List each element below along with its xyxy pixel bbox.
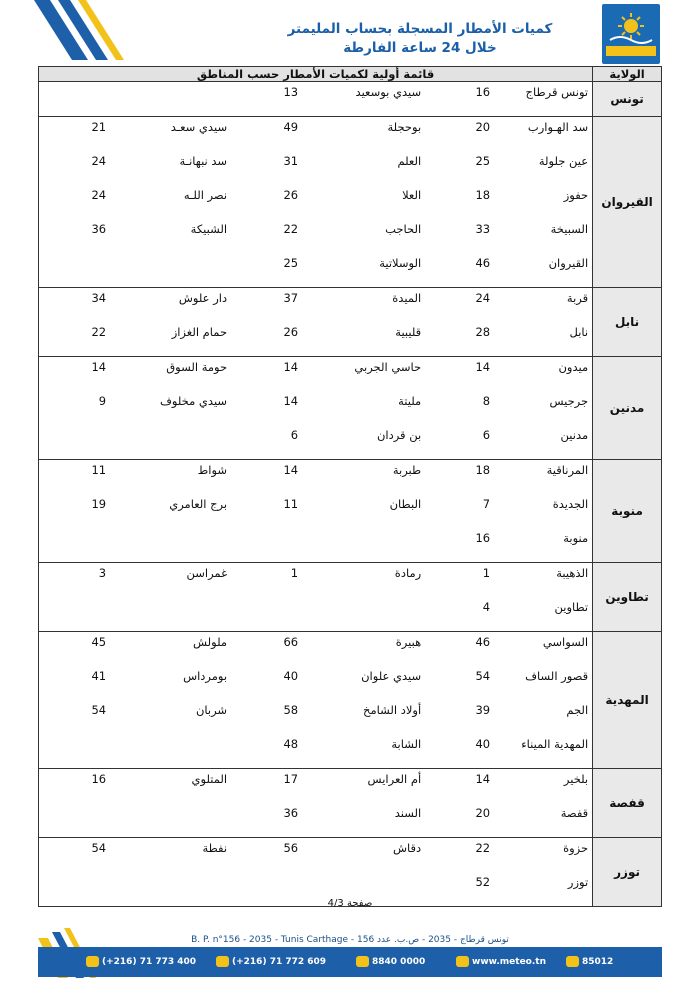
sun-icon [608, 12, 654, 44]
state-cell: منوبة [593, 460, 662, 563]
rain-value: 20 [475, 806, 491, 820]
station-name: بلخير [496, 769, 593, 804]
rain-value: 45 [39, 632, 113, 667]
rain-value: 14 [283, 394, 299, 408]
table-row [39, 253, 662, 288]
rain-value: 24 [39, 151, 113, 185]
rain-value: 46 [475, 256, 491, 270]
rain-value: 17 [231, 769, 304, 804]
rain-value: 22 [283, 222, 299, 236]
station-name: الشبيكة [190, 222, 228, 236]
rain-value: 8 [482, 394, 491, 408]
rain-value: 39 [475, 703, 491, 717]
footer-phone-1: (+216) 71 773 400 [86, 956, 196, 967]
rain-value: 7 [482, 497, 491, 511]
rain-value: 52 [425, 872, 496, 907]
table-row [39, 357, 662, 392]
state-cell: تطاوين [593, 563, 662, 632]
rain-value: 16 [475, 531, 491, 545]
table-row [39, 151, 662, 185]
rain-value: 40 [475, 737, 491, 751]
footer-address: B. P. n°156 - 2035 - Tunis Carthage - تونس قرطاج - 2035 - ص.ب. عدد 156 [191, 935, 509, 945]
station-name: بومرداس [183, 669, 228, 683]
station-name: جرجيس [549, 394, 589, 408]
station-name: القيروان [548, 256, 589, 270]
station-name: حاسي الجربي [304, 357, 425, 392]
station-name: أولاد الشامخ [363, 703, 422, 717]
station-name: الحاجب [385, 222, 422, 236]
state-cell: المهدية [593, 632, 662, 769]
station-name: طبربة [304, 460, 425, 495]
table-row [39, 322, 662, 357]
rain-value: 18 [425, 460, 496, 495]
table-row [39, 803, 662, 838]
table-row [39, 700, 662, 734]
station-name: الجم [566, 703, 589, 717]
station-name: توزر [496, 872, 593, 907]
table-row [39, 288, 662, 323]
rain-value [39, 734, 113, 769]
station-name: رمادة [304, 563, 425, 598]
station-name: الشابة [391, 737, 422, 751]
table-row [39, 528, 662, 563]
rain-value: 25 [475, 154, 491, 168]
station-name: تونس قرطاج [496, 82, 593, 117]
rain-value [39, 425, 113, 460]
decorative-stripes [28, 0, 128, 60]
station-name: سيدي مخلوف [160, 394, 228, 408]
rain-value: 11 [39, 460, 113, 495]
station-name: هبيرة [304, 632, 425, 667]
station-name: نصر اللـه [183, 188, 228, 202]
station-name: حزوة [496, 838, 593, 873]
station-name: ميدون [496, 357, 593, 392]
rain-value [39, 528, 113, 563]
station-name: سد الهـوارب [496, 117, 593, 152]
table-row [39, 666, 662, 700]
station-name: السواسي [496, 632, 593, 667]
table-row [39, 494, 662, 528]
rain-value: 14 [425, 357, 496, 392]
station-name: السند [394, 806, 422, 820]
station-name: نفطة [112, 838, 231, 873]
station-name: قربة [496, 288, 593, 323]
state-cell: تونس [593, 82, 662, 117]
rain-value: 66 [231, 632, 304, 667]
rain-value: 28 [475, 325, 491, 339]
station-name: شربان [195, 703, 228, 717]
station-name: ملولش [112, 632, 231, 667]
station-name: الميدة [304, 288, 425, 323]
rain-value: 54 [39, 700, 113, 734]
rain-value: 34 [39, 288, 113, 323]
station-name [112, 803, 231, 838]
rain-value: 3 [39, 563, 113, 598]
station-name: قليبية [395, 325, 422, 339]
station-name: مليتة [398, 394, 422, 408]
table-body [39, 82, 662, 907]
table-row [39, 632, 662, 667]
station-name [112, 528, 231, 563]
station-name: شواط [112, 460, 231, 495]
rain-value: 18 [475, 188, 491, 202]
rain-value [39, 597, 113, 632]
rain-value: 14 [425, 769, 496, 804]
phone-icon [86, 956, 99, 967]
rain-value: 56 [231, 838, 304, 873]
station-name: مدنين [560, 428, 589, 442]
rain-value: 14 [231, 357, 304, 392]
rain-value: 22 [425, 838, 496, 873]
station-name: دار علوش [112, 288, 231, 323]
station-name: المهدية الميناء [521, 737, 589, 751]
station-name: العلا [402, 188, 422, 202]
rain-value: 19 [39, 494, 113, 528]
station-name: منوبة [563, 531, 589, 545]
table-row [39, 185, 662, 219]
rain-value: 36 [283, 806, 299, 820]
station-name [112, 253, 231, 288]
rain-value: 13 [231, 82, 304, 117]
column-header-state: الولاية [593, 67, 662, 82]
globe-icon [456, 956, 469, 967]
station-name: دقاش [304, 838, 425, 873]
table-row [39, 425, 662, 460]
state-cell: مدنين [593, 357, 662, 460]
station-name: سيدي علوان [361, 669, 422, 683]
footer-phone-3: 8840 0000 [356, 956, 425, 967]
rain-value: 14 [231, 460, 304, 495]
title-line-1: كميات الأمطار المسجلة بحساب المليمتر [287, 21, 553, 37]
rain-value: 36 [39, 219, 113, 253]
table-row [39, 391, 662, 425]
station-name: المتلوي [112, 769, 231, 804]
rain-value: 16 [39, 769, 113, 804]
table-row [39, 734, 662, 769]
station-name: المرناقية [496, 460, 593, 495]
rain-value [231, 528, 304, 563]
rain-value: 6 [290, 428, 299, 442]
station-name: قصور الساف [525, 669, 589, 683]
rain-value: 21 [39, 117, 113, 152]
rain-value: 4 [482, 600, 491, 614]
table-row [39, 117, 662, 152]
station-name: العلم [397, 154, 422, 168]
station-name: السبيخة [550, 222, 589, 236]
rain-value [231, 597, 304, 632]
station-name [304, 597, 425, 632]
rain-value [39, 803, 113, 838]
state-cell: توزر [593, 838, 662, 907]
rain-value: 11 [283, 497, 299, 511]
table-row [39, 597, 662, 632]
fax-icon [216, 956, 229, 967]
station-name: سد نبهانـة [179, 154, 228, 168]
station-name: البطان [389, 497, 422, 511]
station-name: الوسلاتية [379, 256, 422, 270]
rain-value: 54 [475, 669, 491, 683]
rain-value: 37 [231, 288, 304, 323]
station-name: حمام الغزاز [171, 325, 228, 339]
rain-value: 25 [283, 256, 299, 270]
rain-value: 26 [283, 325, 299, 339]
footer-bar [38, 947, 662, 977]
footer-phone-2: (+216) 71 772 609 [216, 956, 326, 967]
station-name: الذهيبة [496, 563, 593, 598]
rain-value: 24 [425, 288, 496, 323]
station-name: غمراسن [112, 563, 231, 598]
column-header-main: قائمة أولية لكميات الأمطار حسب المناطق [39, 67, 593, 82]
mailbox-icon [566, 956, 579, 967]
station-name [112, 82, 231, 117]
rain-value: 14 [39, 357, 113, 392]
station-name [112, 597, 231, 632]
station-name: تطاوين [554, 600, 589, 614]
table-row [39, 219, 662, 253]
page-title [250, 20, 590, 58]
rain-value: 54 [39, 838, 113, 873]
rain-value [39, 253, 113, 288]
page-number: صفحة 4/3 [327, 898, 373, 909]
footer-website[interactable]: www.meteo.tn [456, 956, 546, 967]
table-row [39, 838, 662, 873]
rain-value: 1 [231, 563, 304, 598]
rain-value: 6 [482, 428, 491, 442]
rain-value: 49 [231, 117, 304, 152]
rain-value: 41 [39, 666, 113, 700]
table-row [39, 82, 662, 117]
station-name: عين جلولة [538, 154, 589, 168]
rain-value: 58 [283, 703, 299, 717]
station-name [112, 425, 231, 460]
station-name: أم العرايس [304, 769, 425, 804]
rain-value: 24 [39, 185, 113, 219]
station-name: بوحجلة [304, 117, 425, 152]
station-name [112, 734, 231, 769]
rain-value: 33 [475, 222, 491, 236]
rain-value: 40 [283, 669, 299, 683]
station-name [304, 528, 425, 563]
rain-value: 20 [425, 117, 496, 152]
station-name: حفوز [563, 188, 589, 202]
state-cell: القيروان [593, 117, 662, 288]
rain-value: 9 [39, 391, 113, 425]
table-row [39, 769, 662, 804]
rain-value: 22 [39, 322, 113, 357]
title-line-2: خلال 24 ساعة الفارطة [343, 40, 497, 56]
table-row [39, 563, 662, 598]
station-name: سيدي سعـد [112, 117, 231, 152]
station-name: قفصة [560, 806, 589, 820]
station-name: الجديدة [552, 497, 589, 511]
station-name: سيدي بوسعيد [304, 82, 425, 117]
rain-value: 48 [283, 737, 299, 751]
footer-fax: 85012 [566, 956, 613, 967]
rainfall-table [38, 66, 662, 907]
rain-value: 16 [425, 82, 496, 117]
institute-logo [602, 4, 660, 64]
station-name: نابل [569, 325, 589, 339]
station-name: برج العامري [169, 497, 228, 511]
phone-icon [356, 956, 369, 967]
rain-value [39, 82, 113, 117]
station-name: بن قردان [376, 428, 422, 442]
rain-value: 1 [425, 563, 496, 598]
table-row [39, 460, 662, 495]
rain-value: 46 [425, 632, 496, 667]
station-name: حومة السوق [112, 357, 231, 392]
state-cell: نابل [593, 288, 662, 357]
state-cell: قفصة [593, 769, 662, 838]
rain-value: 26 [283, 188, 299, 202]
rain-value: 31 [283, 154, 299, 168]
